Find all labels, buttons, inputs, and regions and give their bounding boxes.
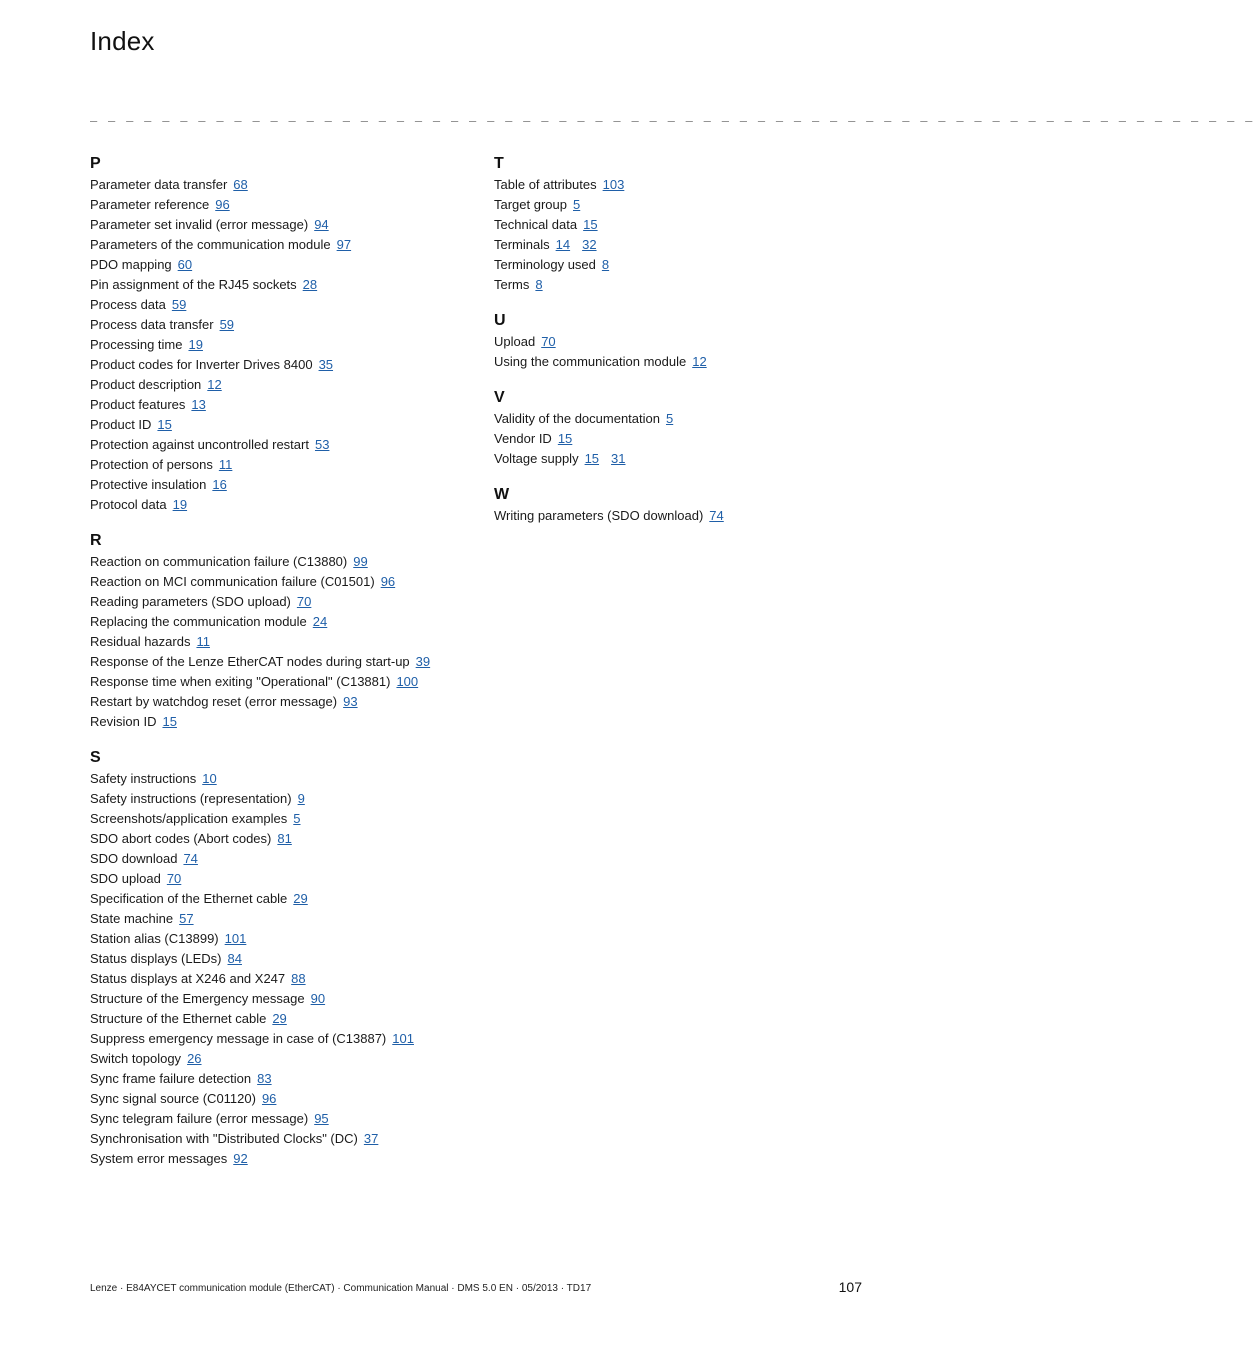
index-section: [494, 153, 874, 295]
index-column-right: [494, 153, 874, 541]
index-entry: [90, 612, 470, 632]
page-reference-link[interactable]: 88: [291, 971, 306, 986]
index-entry: [90, 295, 470, 315]
index-entry: [494, 332, 874, 352]
index-entry-label: PDO mapping: [90, 257, 172, 272]
page-reference-link[interactable]: 14: [555, 237, 571, 252]
page-reference-link[interactable]: 74: [709, 508, 724, 523]
page-reference-link[interactable]: 100: [396, 674, 419, 689]
index-entry-label: Reading parameters (SDO upload): [90, 594, 291, 609]
index-entry-label: Terminology used: [494, 257, 596, 272]
page-reference-link[interactable]: 15: [557, 431, 573, 446]
page-reference-link[interactable]: 37: [363, 1131, 379, 1146]
index-entry: [90, 592, 470, 612]
index-entry: [90, 255, 470, 275]
page-reference-link[interactable]: 84: [227, 951, 242, 966]
index-entry: [90, 1069, 470, 1089]
index-entry-label: Parameters of the communication module: [90, 237, 331, 252]
index-entry-label: Sync signal source (C01120): [90, 1091, 256, 1106]
page-reference-link[interactable]: 70: [166, 871, 182, 886]
section-letter: T: [494, 155, 504, 172]
page-reference-link[interactable]: 5: [293, 811, 301, 826]
index-entry-label: State machine: [90, 911, 174, 926]
index-entry-label: Response time when exiting "Operational" (C13881): [90, 674, 391, 689]
page-reference-link[interactable]: 60: [177, 257, 193, 272]
index-entry-label: Safety instructions: [90, 771, 197, 786]
index-entry: [494, 449, 874, 469]
index-entry-label: SDO upload: [90, 871, 161, 886]
index-entry-label: Target group: [494, 197, 567, 212]
index-entry: [90, 455, 470, 475]
page-reference-link[interactable]: 81: [277, 831, 292, 846]
page-reference-link[interactable]: 29: [293, 891, 308, 906]
index-entry: [90, 235, 470, 255]
page-reference-link[interactable]: 15: [584, 451, 600, 466]
page-reference-link[interactable]: 101: [224, 931, 247, 946]
page-reference-link[interactable]: 15: [583, 217, 598, 232]
index-entry: [90, 1049, 470, 1069]
index-entry-label: Product features: [90, 397, 186, 412]
index-entry: [90, 1029, 470, 1049]
index-entry-label: Terms: [494, 277, 530, 292]
page-reference-link[interactable]: 59: [171, 297, 187, 312]
index-entry-label: Specification of the Ethernet cable: [90, 891, 288, 906]
index-entry-label: Terminals: [494, 237, 550, 252]
index-entry-label: Safety instructions (representation): [90, 791, 292, 806]
index-entry-label: Structure of the Emergency message: [90, 991, 305, 1006]
index-entry-label: Station alias (C13899): [90, 931, 219, 946]
page-reference-link[interactable]: 83: [257, 1071, 272, 1086]
page-reference-link[interactable]: 11: [196, 634, 210, 649]
index-entry: [90, 1109, 470, 1129]
index-entry-label: Product codes for Inverter Drives 8400: [90, 357, 313, 372]
index-entry-label: Suppress emergency message in case of (C13887): [90, 1031, 387, 1046]
index-entry-label: Parameter data transfer: [90, 177, 228, 192]
index-entry: [90, 275, 470, 295]
index-entry: [494, 255, 874, 275]
page-reference-link[interactable]: 95: [314, 1111, 329, 1126]
index-entry: [494, 215, 874, 235]
index-entry-label: Protective insulation: [90, 477, 207, 492]
page-reference-link[interactable]: 101: [392, 1031, 414, 1046]
page-reference-link[interactable]: 5: [665, 411, 674, 426]
index-entry: [494, 175, 874, 195]
index-entry: [90, 475, 470, 495]
index-entry-label: Vendor ID: [494, 431, 552, 446]
index-entry: [494, 429, 874, 449]
index-entry: [90, 215, 470, 235]
index-entry: [90, 909, 470, 929]
page-reference-link[interactable]: 74: [183, 851, 198, 866]
index-entry-label: Technical data: [494, 217, 578, 232]
index-entry-label: Status displays at X246 and X247: [90, 971, 286, 986]
index-entry: [90, 195, 470, 215]
index-entry: [90, 929, 470, 949]
index-entry-label: Product ID: [90, 417, 152, 432]
index-entry: [494, 195, 874, 215]
index-entry: [90, 989, 470, 1009]
index-entry-label: Restart by watchdog reset (error message): [90, 694, 338, 709]
index-entry: [90, 1129, 470, 1149]
page-number: 107: [838, 1279, 862, 1295]
index-entry-label: Writing parameters (SDO download): [494, 508, 704, 523]
index-entry: [90, 969, 470, 989]
index-entry: [90, 335, 470, 355]
index-entry: [494, 275, 874, 295]
page-reference-link[interactable]: 28: [302, 277, 318, 292]
index-section: [494, 484, 874, 526]
page-reference-link[interactable]: 8: [535, 277, 543, 292]
index-entry-label: Reaction on communication failure (C13880): [90, 554, 348, 569]
index-section: [90, 153, 470, 515]
page-reference-link[interactable]: 15: [157, 417, 172, 432]
page-reference-link[interactable]: 93: [343, 694, 358, 709]
index-entry: [90, 315, 470, 335]
index-entry-label: Voltage supply: [494, 451, 579, 466]
page-reference-link[interactable]: 16: [212, 477, 227, 492]
page-reference-link[interactable]: 9: [297, 791, 305, 806]
index-entry: [90, 789, 470, 809]
page-reference-link[interactable]: 26: [187, 1051, 202, 1066]
index-entry-label: Process data transfer: [90, 317, 214, 332]
index-entry-label: Status displays (LEDs): [90, 951, 222, 966]
page-reference-link[interactable]: 19: [188, 337, 203, 352]
index-entry: [90, 395, 470, 415]
index-entry: [494, 506, 874, 526]
index-entry-label: Parameter set invalid (error message): [90, 217, 309, 232]
index-entry-label: Switch topology: [90, 1051, 182, 1066]
index-entry: [90, 495, 470, 515]
page-reference-link[interactable]: 19: [172, 497, 188, 512]
index-entry: [90, 435, 470, 455]
index-section: [494, 387, 874, 469]
section-letter: U: [494, 312, 506, 329]
index-entry: [90, 712, 470, 732]
index-entry-label: Protection against uncontrolled restart: [90, 437, 309, 452]
index-entry: [90, 869, 470, 889]
page-reference-link[interactable]: 35: [318, 357, 334, 372]
page-reference-link[interactable]: 13: [191, 397, 206, 412]
page-reference-link[interactable]: 96: [261, 1091, 277, 1106]
index-entry: [90, 1149, 470, 1169]
index-entry-label: Revision ID: [90, 714, 157, 729]
page-reference-link[interactable]: 11: [218, 457, 233, 472]
index-entry-label: Response of the Lenze EtherCAT nodes during start-up: [90, 654, 410, 669]
index-entry-label: Processing time: [90, 337, 183, 352]
index-entry-label: Sync telegram failure (error message): [90, 1111, 309, 1126]
index-entry: [90, 572, 470, 592]
page-reference-link[interactable]: 70: [296, 594, 312, 609]
page-reference-link[interactable]: 53: [314, 437, 330, 452]
index-entry-label: Pin assignment of the RJ45 sockets: [90, 277, 297, 292]
page-reference-link[interactable]: 59: [219, 317, 235, 332]
index-entry-label: Protocol data: [90, 497, 167, 512]
page-reference-link[interactable]: 96: [380, 574, 396, 589]
index-entry-label: Process data: [90, 297, 166, 312]
index-entry-label: Residual hazards: [90, 634, 191, 649]
index-entry-label: Product description: [90, 377, 202, 392]
index-entry-label: System error messages: [90, 1151, 228, 1166]
page-reference-link[interactable]: 94: [314, 217, 329, 232]
page-reference-link[interactable]: 103: [602, 177, 625, 192]
index-entry-label: Using the communication module: [494, 354, 687, 369]
index-entry: [494, 409, 874, 429]
index-entry: [90, 672, 470, 692]
page-reference-link[interactable]: 31: [611, 451, 626, 466]
index-entry: [494, 235, 874, 255]
index-entry: [90, 829, 470, 849]
index-entry: [90, 889, 470, 909]
section-letter: P: [90, 155, 101, 172]
index-entry: [90, 849, 470, 869]
index-entry: [90, 652, 470, 672]
index-entry-label: Synchronisation with "Distributed Clocks" (DC): [90, 1131, 358, 1146]
index-entry-label: Structure of the Ethernet cable: [90, 1011, 267, 1026]
section-letter: W: [494, 486, 510, 503]
index-entry-label: Table of attributes: [494, 177, 597, 192]
page-reference-link[interactable]: 68: [233, 177, 248, 192]
index-entry: [90, 415, 470, 435]
index-entry-label: Reaction on MCI communication failure (C01501): [90, 574, 375, 589]
index-entry: [494, 352, 874, 372]
index-entry: [90, 1089, 470, 1109]
index-entry-label: Parameter reference: [90, 197, 210, 212]
index-entry-label: SDO download: [90, 851, 178, 866]
page-reference-link[interactable]: 97: [336, 237, 352, 252]
index-entry-label: Replacing the communication module: [90, 614, 307, 629]
page-reference-link[interactable]: 39: [415, 654, 431, 669]
index-entry: [90, 809, 470, 829]
section-letter: V: [494, 389, 505, 406]
index-section: [90, 747, 470, 1169]
page-reference-link[interactable]: 96: [215, 197, 230, 212]
index-entry-label: Validity of the documentation: [494, 411, 660, 426]
index-entry-label: Screenshots/application examples: [90, 811, 288, 826]
index-entry: [90, 949, 470, 969]
page-title: Index: [90, 26, 155, 56]
page-reference-link[interactable]: 12: [207, 377, 222, 392]
page-reference-link[interactable]: 92: [233, 1151, 248, 1166]
index-entry-label: Upload: [494, 334, 536, 349]
page-reference-link[interactable]: 70: [541, 334, 556, 349]
index-entry: [90, 1009, 470, 1029]
page-reference-link[interactable]: 90: [310, 991, 326, 1006]
section-letter: S: [90, 749, 101, 766]
page-reference-link[interactable]: 10: [202, 771, 217, 786]
index-entry: [90, 552, 470, 572]
page-reference-link[interactable]: 15: [162, 714, 177, 729]
index-entry: [90, 375, 470, 395]
index-section: [90, 530, 470, 732]
index-entry-label: Protection of persons: [90, 457, 213, 472]
index-column-left: [90, 153, 470, 1184]
footer-text: Lenze · E84AYCET communication module (EtherCAT) · Communication Manual · DMS 5.0 EN · 05/2013 · TD17: [90, 1283, 592, 1294]
index-entry: [90, 769, 470, 789]
index-entry: [90, 355, 470, 375]
index-entry: [90, 692, 470, 712]
page-reference-link[interactable]: 32: [582, 237, 597, 252]
index-entry-label: SDO abort codes (Abort codes): [90, 831, 272, 846]
index-entry-label: Sync frame failure detection: [90, 1071, 252, 1086]
index-section: [494, 310, 874, 372]
index-entry: [90, 175, 470, 195]
page-reference-link[interactable]: 57: [179, 911, 194, 926]
page-reference-link[interactable]: 99: [353, 554, 368, 569]
page-reference-link[interactable]: 8: [601, 257, 610, 272]
section-letter: R: [90, 532, 102, 549]
page-reference-link[interactable]: 24: [312, 614, 328, 629]
page-reference-link[interactable]: 29: [272, 1011, 287, 1026]
page-reference-link[interactable]: 5: [573, 197, 581, 212]
page-reference-link[interactable]: 12: [692, 354, 707, 369]
index-entry: [90, 632, 470, 652]
header-separator: _ _ _ _ _ _ _ _ _ _ _ _ _ _ _ _ _ _ _ _ _ _ _ _ _ _ _ _ _ _ _ _ _ _ _ _ _ _ _ _ _ _ _ _ _ _ _ _ _ _ _ _ _ _ _ _ _ _ _ _ _ _ _ _ _: [90, 108, 1254, 122]
